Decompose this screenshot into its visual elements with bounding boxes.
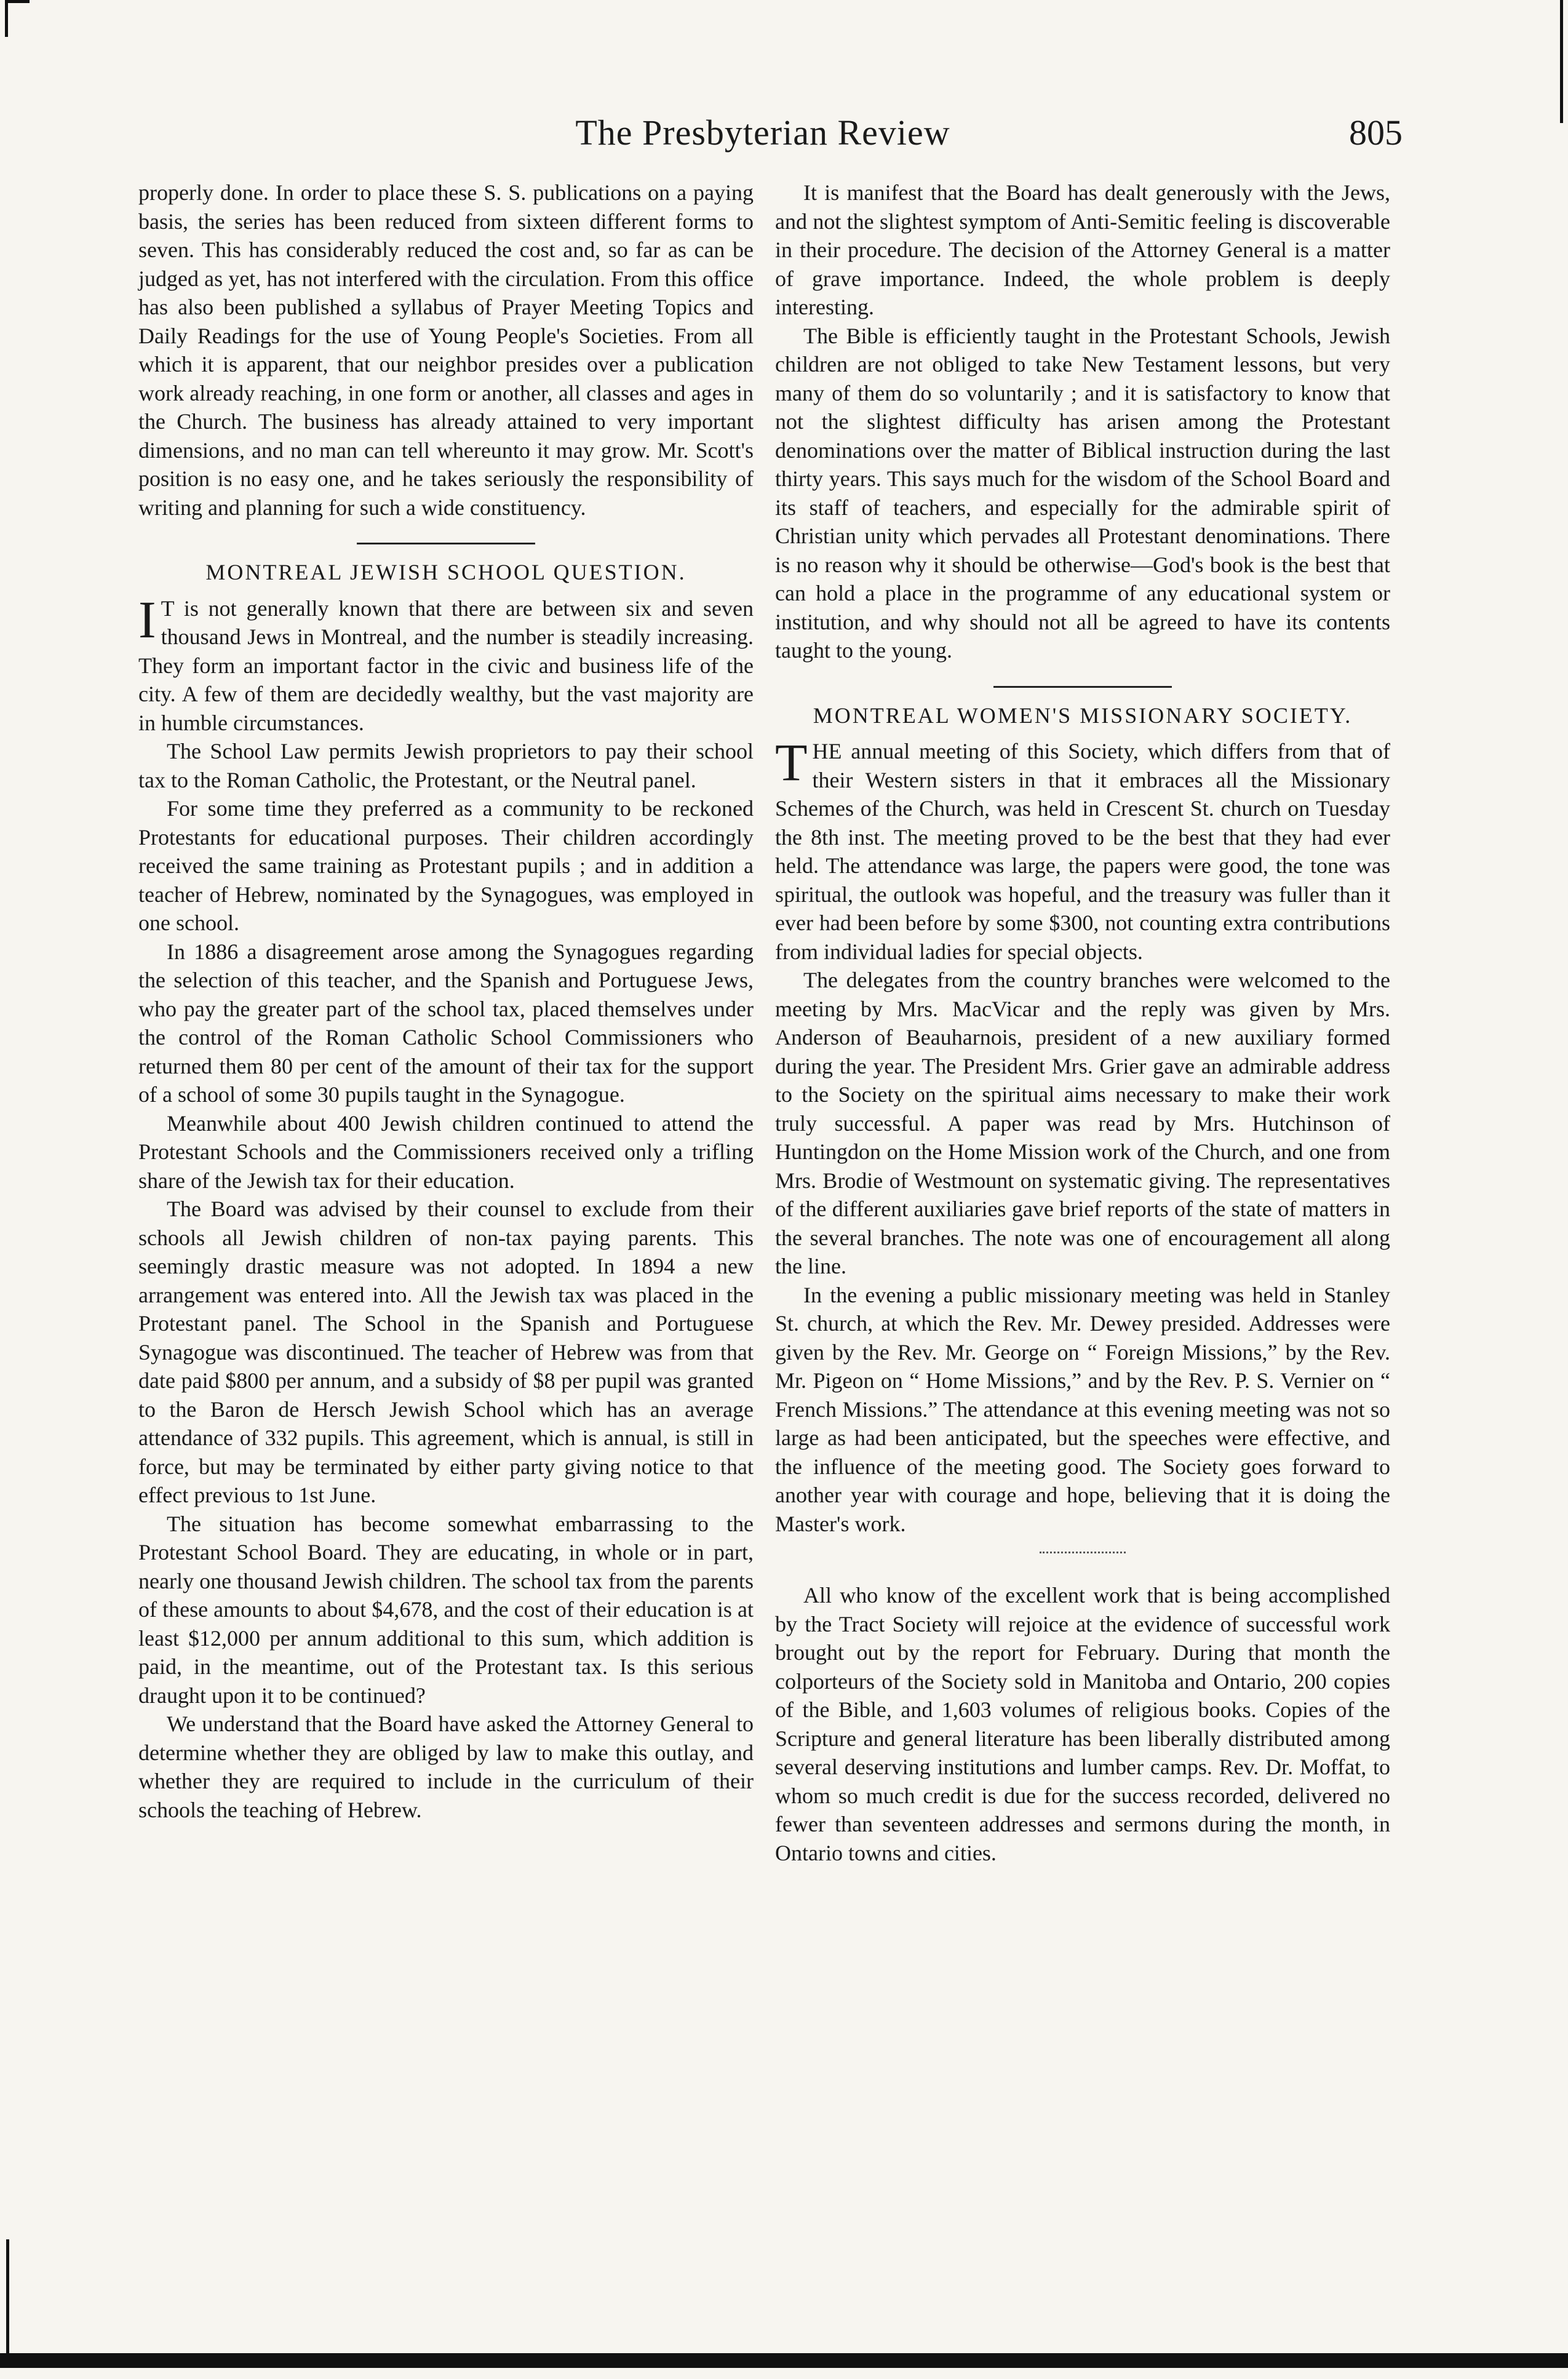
scan-border-bottom-left: [6, 2239, 9, 2362]
paragraph: It is manifest that the Board has dealt generously with the Jews, and not the slightest symptom of Anti-Semitic feeling is discoverable in their procedure. The decision of the Attorney General is a matter of grave importance. Indeed, the whole problem is deeply interesting.: [775, 180, 1390, 319]
paragraph: The Board was advised by their counsel to exclude from their schools all Jewish children of non-tax paying parents. This seemingly drastic measure was not adopted. In 1894 a new arrangement was entered into. All the Jewish tax was placed in the Protestant panel. The School in the Spanish and Portuguese Synagogue was discontinued. The teacher of Hebrew was from that date paid $800 per annum, and a subsidy of $8 per pupil was granted to the Baron de Hersch Jewish School which has an average attendance of 332 pupils. This agreement, which is annual, is still in force, but may be terminated by either party giving notice to that effect previous to 1st June.: [138, 1197, 754, 1507]
right-column: [775, 178, 1390, 1867]
paragraph-text: T is not generally known that there are between six and seven thousand Jews in Montreal, and the number is steadily increasing. They form an important factor in the civic and business life of the city. A few of them are decidedly wealthy, but the vast majority are in humble circumstances.: [138, 596, 754, 735]
paragraph: In the evening a public missionary meeting was held in Stanley St. church, at which the Rev. Mr. Dewey presided. Addresses were given by the Rev. Mr. George on “ Foreign Missions,” by the Rev. Mr. Pigeon on “ Home Missions,” and by the Rev. P. S. Vernier on “ French Missions.” The attendance at this evening meeting was not so large as had been anticipated, but the speeches were effective, and the influence of the meeting good. The Society goes forward to another year with courage and hope, believing that it is doing the Master's work.: [775, 1282, 1390, 1536]
page-number: 805: [1349, 113, 1403, 153]
running-header: [123, 112, 1403, 161]
paragraph: [138, 589, 754, 738]
paragraph: For some time they preferred as a community to be reckoned Protestants for educational purposes. Their children accordingly received the same training as Protestant pupils ; and in addition a teacher of Hebrew, nominated by the Synagogues, was employed in one school.: [138, 796, 754, 935]
paragraph: The delegates from the country branches were welcomed to the meeting by Mrs. MacVicar and the reply was given by Mrs. Anderson of Beauharnois, president of a new auxiliary formed during the year. The President Mrs. Grier gave an admirable address to the Society on the spiritual aims necessary to make their work truly successful. A paper was read by Mrs. Hutchinson of Huntingdon on the Home Mission work of the Church, and one from Mrs. Brodie of Westmount on systematic giving. The representatives of the different auxiliaries gave brief reports of the state of matters in the several branches. The note was one of encouragement all along the line.: [775, 968, 1390, 1278]
section-divider: [357, 543, 535, 544]
paragraph: Meanwhile about 400 Jewish children continued to attend the Protestant Schools and the Commissioners received only a trifling share of the Jewish tax for their education.: [138, 1110, 754, 1193]
paragraph: We understand that the Board have asked the Attorney General to determine whether they are obliged by law to make this outlay, and whether they are required to include in the curriculum of their schools the teaching of Hebrew.: [138, 1712, 754, 1822]
scan-border-top: [5, 0, 30, 3]
paragraph: The School Law permits Jewish proprietors to pay their school tax to the Roman Catholic, the Protestant, or the Neutral panel.: [138, 739, 754, 792]
scan-border-bottom: [0, 2353, 1568, 2368]
section-divider-dotted: [1040, 1552, 1126, 1555]
scan-border-left: [5, 0, 8, 37]
drop-cap: I: [138, 589, 156, 649]
left-column: [138, 178, 754, 1824]
paragraph: In 1886 a disagreement arose among the Synagogues regarding the selection of this teacher, and the Spanish and Portuguese Jews, who pay the greater part of the school tax, placed themselves under the control of the Roman Catholic School Commissioners who returned them 80 per cent of the amount of their tax for the support of a school of some 30 pupils taught in the Synagogue.: [138, 939, 754, 1107]
paragraph-continued: properly done. In order to place these S. S. publications on a paying basis, the series has been reduced from sixteen different forms to seven. This has considerably reduced the cost and, so far as can be judged as yet, has not interfered with the circulation. From this office has also been published a syllabus of Prayer Meeting Topics and Daily Readings for the use of Young People's Societies. From all which it is apparent, that our neighbor presides over a publication work already reaching, in one form or another, all classes and ages in the Church. The business has already attained to very important dimensions, and no man can tell whereunto it may grow. Mr. Scott's position is no easy one, and he takes seriously the responsibility of writing and planning for such a wide constituency.: [138, 180, 754, 520]
journal-title: The Presbyterian Review: [575, 113, 950, 153]
heading-womens-missionary-society: MONTREAL WOMEN'S MISSIONARY SOCIETY.: [813, 703, 1353, 728]
paragraph: The Bible is efficiently taught in the Protestant Schools, Jewish children are not obliged to take New Testament lessons, but very many of them do so voluntarily ; and it is satisfactory to know that not the slightest difficulty has arisen among the Protestant denominations over the matter of Biblical instruction during the last thirty years. This says much for the wisdom of the School Board and its staff of teachers, and especially for the admirable spirit of Christian unity which pervades all Protestant denominations. There is no reason why it should be otherwise—God's book is the best that can hold a place in the programme of any educational system or institution, and why should not all be agreed to have its contents taught to the young.: [775, 323, 1390, 663]
paragraph: All who know of the excellent work that is being accomplished by the Tract Society will rejoice at the evidence of successful work brought out by the report for February. During that month the colporteurs of the Society sold in Manitoba and Ontario, 200 copies of the Bible, and 1,603 volumes of religious books. Copies of the Scripture and general literature has been liberally distributed among several deserving institutions and lumber camps. Rev. Dr. Moffat, to whom so much credit is due for the success recorded, delivered no fewer than seventeen addresses and sermons during the month, in Ontario towns and cities.: [775, 1583, 1390, 1865]
paragraph: The situation has become somewhat embarrassing to the Protestant School Board. They are educating, in whole or in part, nearly one thousand Jewish children. The school tax from the parents of these amounts to about $4,678, and the cost of their education is at least $12,000 per annum additional to this sum, which addition is paid, in the meantime, out of the Protestant tax. Is this serious draught upon it to be continued?: [138, 1511, 754, 1708]
paragraph: [775, 733, 1390, 966]
section-divider: [993, 686, 1172, 688]
heading-jewish-school-question: MONTREAL JEWISH SCHOOL QUESTION.: [205, 560, 686, 584]
drop-cap: T: [775, 733, 808, 792]
paragraph-text: HE annual meeting of this Society, which differs from that of their Western sisters in that it embraces all the Missionary Schemes of the Church, was held in Crescent St. church on Tuesday the 8th inst. The meeting proved to be the best that they had ever held. The attendance was large, the papers were good, the tone was spiritual, the outlook was hopeful, and the treasury was fuller than it ever had been before by some $300, not counting extra contributions from individual ladies for special objects.: [775, 739, 1390, 964]
scan-border-right: [1560, 0, 1563, 123]
